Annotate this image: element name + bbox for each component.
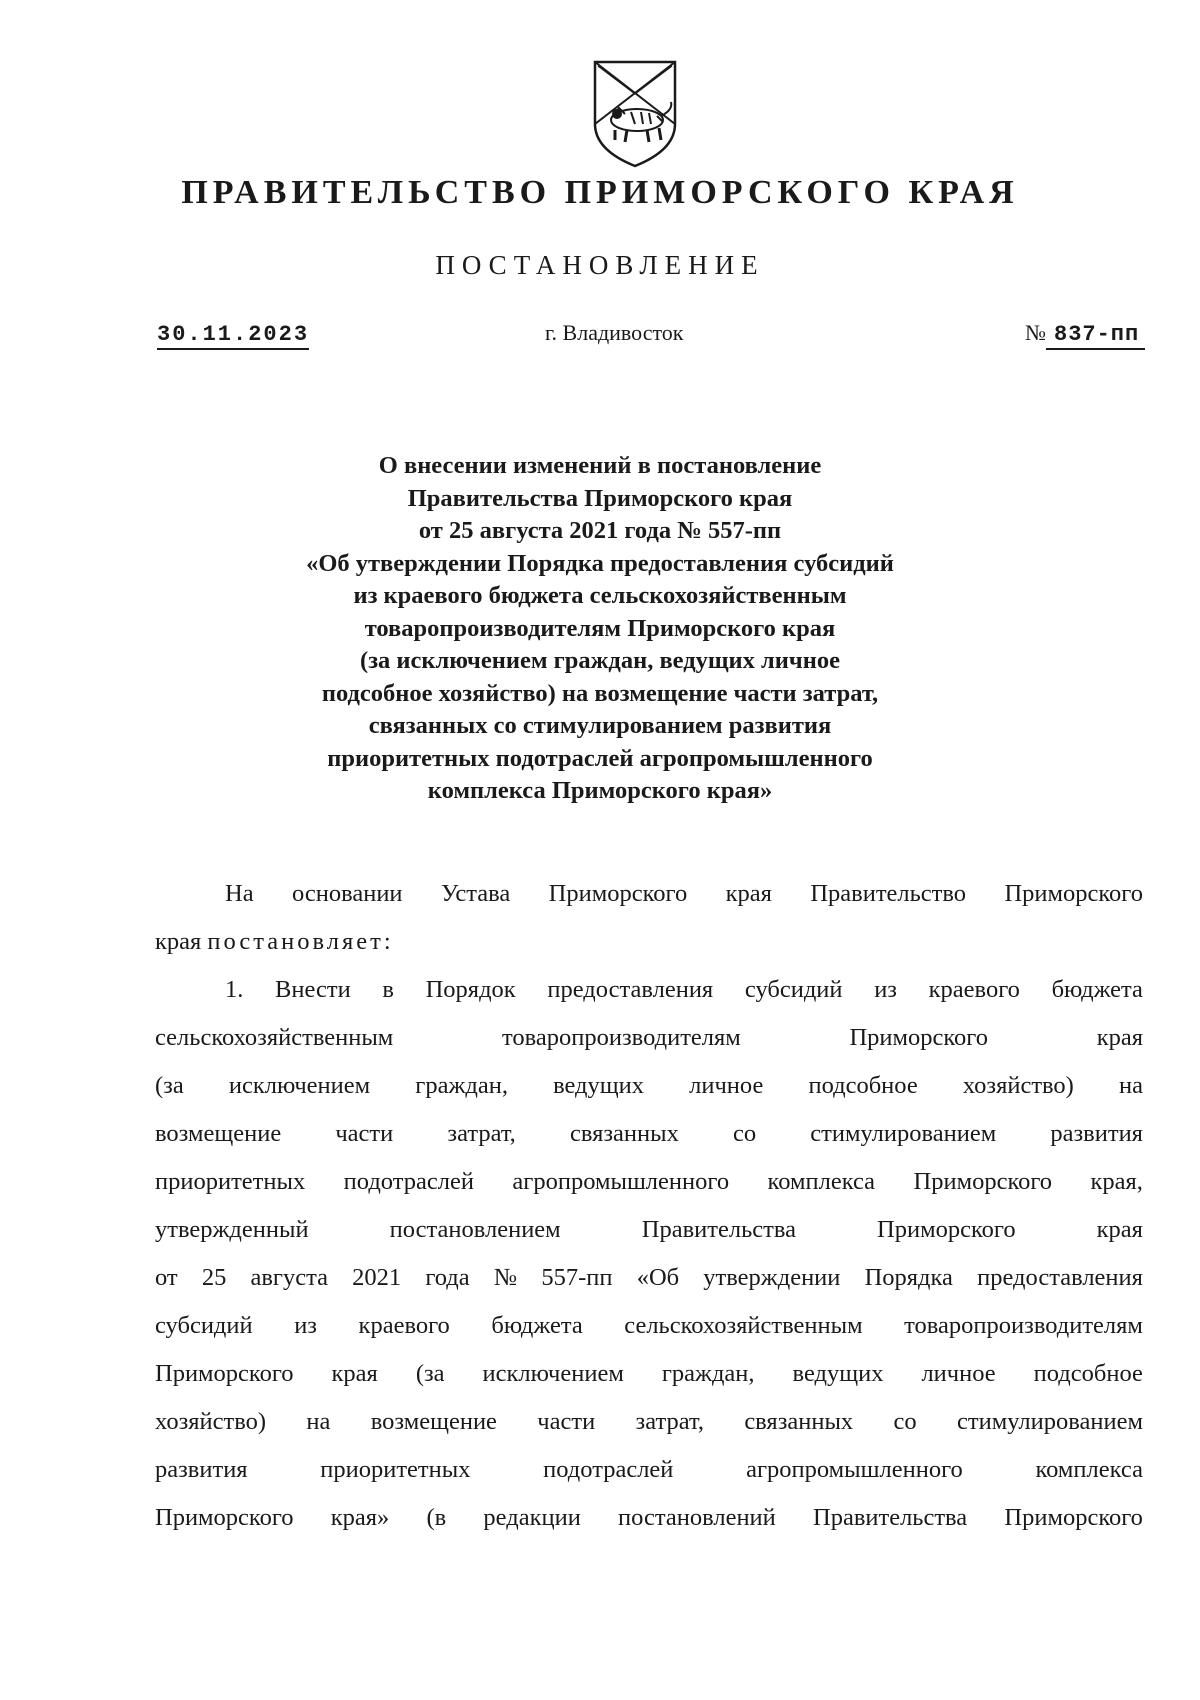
- word: бюджета: [1051, 976, 1143, 1003]
- word: подсобное: [808, 1072, 918, 1099]
- word: (за: [415, 1360, 445, 1387]
- document-body: [155, 870, 1143, 1542]
- word: Внести: [275, 976, 351, 1003]
- word: ведущих: [792, 1360, 884, 1387]
- heading-line: товаропроизводителям Приморского края: [364, 614, 836, 642]
- word: Порядка: [864, 1264, 953, 1291]
- word: Правительства: [813, 1504, 968, 1531]
- word: развития: [155, 1456, 248, 1483]
- word: граждан,: [415, 1072, 508, 1099]
- word: от: [155, 1264, 178, 1291]
- word: на: [306, 1408, 331, 1435]
- word: товаропроизводителям: [904, 1312, 1143, 1339]
- word: редакции: [483, 1504, 581, 1531]
- paragraph-line: [155, 1302, 1143, 1350]
- word: 25: [201, 1264, 227, 1291]
- heading-line: О внесении изменений в постановление: [378, 452, 822, 479]
- word: предоставления: [547, 976, 714, 1003]
- word: подсобное: [1033, 1360, 1143, 1387]
- heading-line: из краевого бюджета сельскохозяйственным: [353, 582, 847, 609]
- word: Приморского: [849, 1024, 988, 1051]
- word: в: [382, 976, 394, 1003]
- word: (в: [426, 1504, 447, 1531]
- word: 2021: [352, 1264, 402, 1291]
- document-city: г. Владивосток: [545, 320, 684, 345]
- word: Приморского: [1004, 1504, 1143, 1531]
- word: со: [893, 1408, 917, 1435]
- word: подотраслей: [543, 1456, 674, 1483]
- word: хозяйство): [155, 1408, 267, 1435]
- word: хозяйство): [962, 1072, 1074, 1099]
- paragraph-line: [155, 1014, 1143, 1062]
- paragraph-line: [155, 1110, 1143, 1158]
- word: (за: [155, 1072, 184, 1099]
- heading-line: приоритетных подотраслей агропромышленного: [327, 744, 873, 772]
- word: связанных: [569, 1120, 679, 1147]
- paragraph-line: [155, 1494, 1143, 1542]
- word: Приморского: [877, 1216, 1016, 1243]
- word: 557-пп: [541, 1264, 613, 1291]
- word: постановлений: [618, 1504, 776, 1531]
- word: сельскохозяйственным: [624, 1312, 863, 1339]
- paragraph-line: [155, 1158, 1143, 1206]
- heading-line: комплекса Приморского края»: [427, 777, 773, 804]
- word: постановлением: [389, 1216, 561, 1243]
- word: на: [1118, 1072, 1143, 1099]
- word: Приморского: [155, 1360, 294, 1387]
- paragraph-line: [155, 1350, 1143, 1398]
- word: Приморского: [913, 1168, 1053, 1195]
- word: затрат,: [447, 1120, 516, 1147]
- word: субсидий: [744, 976, 843, 1003]
- number-sign: №: [1025, 320, 1046, 345]
- number-value: 837-пп: [1046, 322, 1145, 350]
- document-number: [1025, 320, 1145, 347]
- word: «Об: [636, 1264, 680, 1291]
- paragraph-line: [155, 1206, 1143, 1254]
- word: исключением: [228, 1072, 371, 1099]
- word: исключением: [482, 1360, 624, 1387]
- word: ведущих: [553, 1072, 644, 1099]
- word: развития: [1050, 1120, 1143, 1147]
- document-date: 30.11.2023: [157, 322, 309, 350]
- word: бюджета: [491, 1312, 583, 1339]
- word: сельскохозяйственным: [155, 1024, 394, 1051]
- word: стимулированием: [957, 1408, 1143, 1435]
- word: агропромышленного: [746, 1456, 963, 1483]
- word: утверждении: [703, 1264, 841, 1291]
- word: края: [331, 1360, 378, 1387]
- preamble-line: [155, 918, 1143, 966]
- word: утвержденный: [155, 1216, 309, 1243]
- word: возмещение: [370, 1408, 497, 1435]
- primorsky-coat-of-arms-icon: [585, 58, 685, 170]
- word: краевого: [358, 1312, 450, 1339]
- preamble-word: края: [155, 928, 202, 955]
- heading-line: (за исключением граждан, ведущих личное: [360, 647, 840, 674]
- word: комплекса: [767, 1168, 876, 1195]
- word: края,: [1090, 1168, 1143, 1195]
- word: связанных: [744, 1408, 854, 1435]
- paragraph-line: [155, 1254, 1143, 1302]
- word: приоритетных: [155, 1168, 306, 1195]
- heading-line: от 25 августа 2021 года № 557-пп: [418, 517, 782, 544]
- paragraph-line: [155, 966, 1143, 1014]
- heading-line: «Об утверждении Порядка предоставления субсидий: [306, 549, 894, 577]
- paragraph-line: [155, 1446, 1143, 1494]
- heading-line: связанных со стимулированием развития: [368, 712, 832, 739]
- word: из: [874, 976, 897, 1003]
- word: края»: [330, 1504, 390, 1531]
- word: Приморского: [155, 1504, 294, 1531]
- government-title: ПРАВИТЕЛЬСТВО ПРИМОРСКОГО КРАЯ: [181, 174, 1019, 211]
- word: граждан,: [661, 1360, 755, 1387]
- word: личное: [921, 1360, 996, 1387]
- heading-line: подсобное хозяйство) на возмещение части затрат,: [321, 679, 879, 707]
- paragraph-line: [155, 1062, 1143, 1110]
- word: Правительства: [641, 1216, 796, 1243]
- paragraph-1: [155, 966, 1143, 1542]
- word: краевого: [928, 976, 1020, 1003]
- word: товаропроизводителям: [502, 1024, 741, 1051]
- word: края: [1096, 1216, 1143, 1243]
- heading-line: Правительства Приморского края: [407, 484, 793, 512]
- word: возмещение: [155, 1120, 282, 1147]
- word: Порядок: [425, 976, 516, 1003]
- word: №: [493, 1264, 518, 1291]
- word: части: [335, 1120, 394, 1147]
- document-type: ПОСТАНОВЛЕНИЕ: [435, 250, 765, 280]
- word: предоставления: [977, 1264, 1143, 1291]
- word: стимулированием: [810, 1120, 997, 1147]
- resolves-word: постановляет:: [207, 928, 394, 955]
- word: комплекса: [1035, 1456, 1143, 1483]
- word: со: [733, 1120, 757, 1147]
- word: подотраслей: [343, 1168, 474, 1195]
- word: части: [537, 1408, 596, 1435]
- word: 1.: [225, 976, 244, 1003]
- word: года: [425, 1264, 470, 1291]
- word: приоритетных: [320, 1456, 471, 1483]
- preamble-line: На основании Устава Приморского края Правительство Приморского: [225, 880, 1143, 907]
- word: агропромышленного: [512, 1168, 730, 1195]
- word: личное: [689, 1072, 764, 1099]
- word: края: [1096, 1024, 1143, 1051]
- word: из: [294, 1312, 317, 1339]
- document-heading: [200, 450, 1000, 808]
- word: затрат,: [635, 1408, 704, 1435]
- word: субсидий: [155, 1312, 253, 1339]
- word: августа: [250, 1264, 328, 1291]
- paragraph-line: [155, 1398, 1143, 1446]
